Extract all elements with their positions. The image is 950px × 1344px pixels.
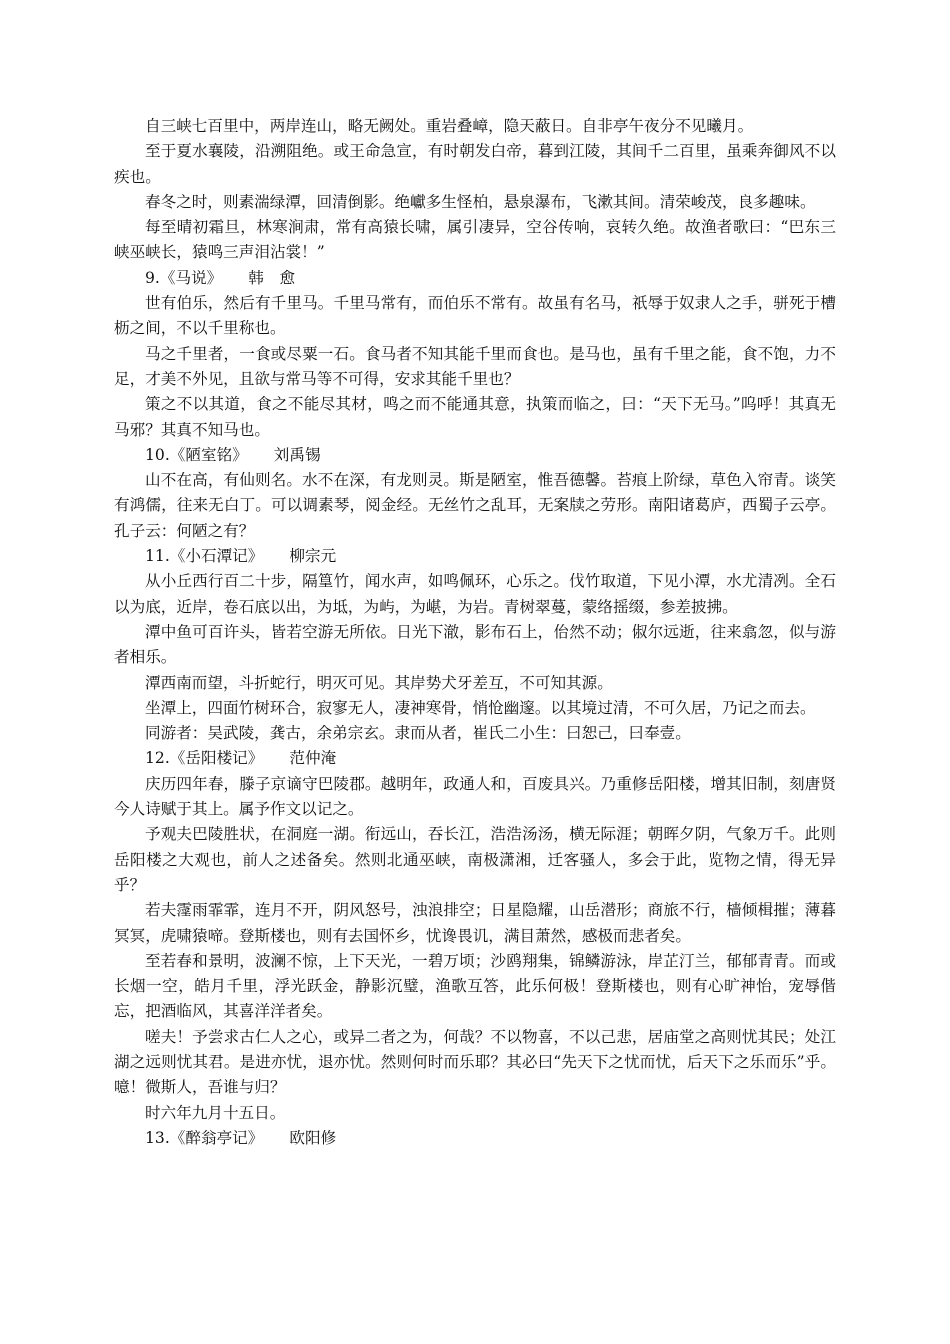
section-author: 刘禹锡 xyxy=(273,445,321,464)
paragraph: 策之不以其道，食之不能尽其材，鸣之而不能通其意，执策而临之，曰：“天下无马。”呜呼！其真无马邪？其真不知马也。 xyxy=(114,395,836,439)
section-title: 10.《陋室铭》 xyxy=(145,445,248,464)
paragraph: 山不在高，有仙则名。水不在深，有龙则灵。斯是陋室，惟吾德馨。苔痕上阶绿，草色入帘青。谈笑有鸿儒，往来无白丁。可以调素琴，阅金经。无丝竹之乱耳，无案牍之劳形。南阳诸葛庐，西蜀子云亭。孔子云：何陋之有？ xyxy=(114,471,836,540)
paragraph: 嗟夫！予尝求古仁人之心，或异二者之为，何哉？不以物喜，不以己悲，居庙堂之高则忧其民；处江湖之远则忧其君。是进亦忧，退亦忧。然则何时而乐耶？其必曰“先天下之忧而忧，后天下之乐而乐”乎。噫！微斯人，吾谁与归？ xyxy=(114,1027,836,1097)
paragraph: 时六年九月十五日。 xyxy=(145,1103,286,1122)
paragraph: 潭中鱼可百许头，皆若空游无所依。日光下澈，影布石上，佁然不动；俶尔远逝，往来翕忽，似与游者相乐。 xyxy=(114,622,836,667)
paragraph: 若夫霪雨霏霏，连月不开，阴风怒号，浊浪排空；日星隐耀，山岳潜形；商旅不行，樯倾楫摧；薄暮冥冥，虎啸猿啼。登斯楼也，则有去国怀乡，忧谗畏讥，满目萧然，感极而悲者矣。 xyxy=(114,901,836,945)
section-heading xyxy=(114,746,836,771)
paragraph: 自三峡七百里中，两岸连山，略无阙处。重岩叠嶂，隐天蔽日。自非亭午夜分不见曦月。 xyxy=(145,117,754,135)
paragraph: 潭西南而望，斗折蛇行，明灭可见。其岸势犬牙差互，不可知其源。 xyxy=(145,673,613,692)
paragraph: 世有伯乐，然后有千里马。千里马常有，而伯乐不常有。故虽有名马，祇辱于奴隶人之手，骈死于槽枥之间，不以千里称也。 xyxy=(114,294,836,338)
section-heading xyxy=(114,544,836,569)
section-title: 11.《小石潭记》 xyxy=(145,547,264,566)
paragraph: 每至晴初霜旦，林寒涧肃，常有高猿长啸，属引凄异，空谷传响，哀转久绝。故渔者歌曰：“巴东三峡巫峡长，猿鸣三声泪沾裳！” xyxy=(114,218,836,262)
section-author: 范仲淹 xyxy=(289,749,337,768)
paragraph: 马之千里者，一食或尽粟一石。食马者不知其能千里而食也。是马也，虽有千里之能，食不饱，力不足，才美不外见，且欲与常马等不可得，安求其能千里也？ xyxy=(114,344,836,388)
section-heading xyxy=(114,443,836,468)
paragraph: 春冬之时，则素湍绿潭，回清倒影。绝巘多生怪柏，悬泉瀑布，飞漱其间。清荣峻茂，良多趣味。 xyxy=(145,192,816,211)
section-title: 12.《岳阳楼记》 xyxy=(145,749,264,768)
section-title: 9.《马说》 xyxy=(145,268,223,287)
document-page xyxy=(114,114,836,1151)
section-title: 13.《醉翁亭记》 xyxy=(145,1128,264,1147)
section-heading xyxy=(114,266,836,291)
paragraph: 同游者：吴武陵，龚古，余弟宗玄。隶而从者，崔氏二小生：曰恕己，曰奉壹。 xyxy=(145,724,691,743)
paragraph: 从小丘西行百二十步，隔篁竹，闻水声，如鸣佩环，心乐之。伐竹取道，下见小潭，水尤清冽。全石以为底，近岸，卷石底以出，为坻，为屿，为嵁，为岩。青树翠蔓，蒙络摇缀，参差披拂。 xyxy=(114,572,836,616)
section-author: 欧阳修 xyxy=(289,1128,337,1147)
section-author: 柳宗元 xyxy=(289,547,337,566)
section-author: 韩 愈 xyxy=(248,268,296,287)
paragraph: 坐潭上，四面竹树环合，寂寥无人，凄神寒骨，悄怆幽邃。以其境过清，不可久居，乃记之而去。 xyxy=(145,698,816,717)
paragraph: 至若春和景明，波澜不惊，上下天光，一碧万顷；沙鸥翔集，锦鳞游泳，岸芷汀兰，郁郁青青。而或长烟一空，皓月千里，浮光跃金，静影沉璧，渔歌互答，此乐何极！登斯楼也，则有心旷神怡，宠辱偕忘，把酒临风，其喜洋洋者矣。 xyxy=(114,951,836,1021)
section-heading xyxy=(114,1126,836,1151)
paragraph: 予观夫巴陵胜状，在洞庭一湖。衔远山，吞长江，浩浩汤汤，横无际涯；朝晖夕阴，气象万千。此则岳阳楼之大观也，前人之述备矣。然则北通巫峡，南极潇湘，迁客骚人，多会于此，览物之情，得无异乎？ xyxy=(114,825,836,894)
paragraph: 庆历四年春，滕子京谪守巴陵郡。越明年，政通人和，百废具兴。乃重修岳阳楼，增其旧制，刻唐贤今人诗赋于其上。属予作文以记之。 xyxy=(114,774,836,819)
paragraph: 至于夏水襄陵，沿溯阻绝。或王命急宣，有时朝发白帝，暮到江陵，其间千二百里，虽乘奔御风不以疾也。 xyxy=(114,142,836,186)
